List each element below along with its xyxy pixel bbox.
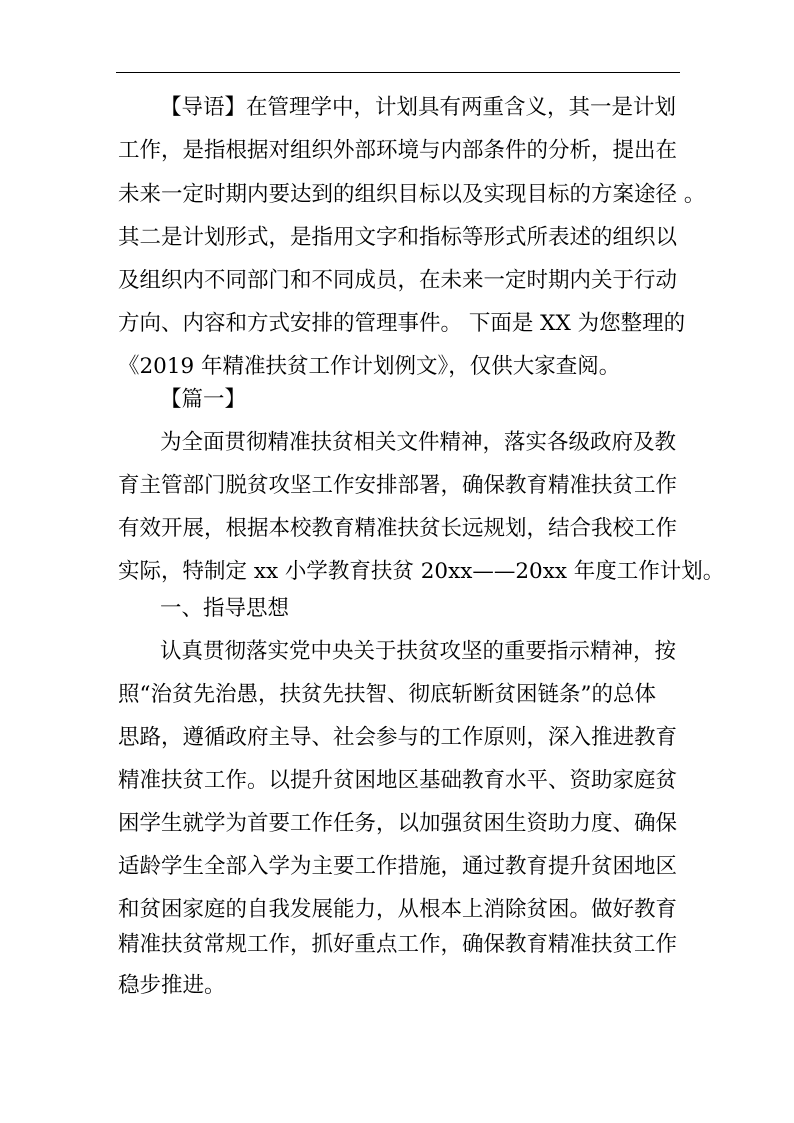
intro-line: 方向、内容和方式安排的管理事件。 下面是 XX 为您整理的: [118, 311, 686, 336]
intro-line: 工作，是指根据对组织外部环境与内部条件的分析，提出在: [118, 138, 678, 163]
paragraph-line: 精准扶贫工作。以提升贫困地区基础教育水平、资助家庭贫: [118, 768, 678, 793]
paragraph-line: 育主管部门脱贫攻坚工作安排部署，确保教育精准扶贫工作: [118, 473, 678, 498]
paragraph-line: 有效开展，根据本校教育精准扶贫长远规划，结合我校工作: [118, 516, 678, 541]
paragraph-line: 稳步推进。: [118, 973, 226, 998]
paragraph-line: 思路，遵循政府主导、社会参与的工作原则，深入推进教育: [118, 725, 678, 750]
header-rule: [116, 72, 680, 73]
intro-line: 【导语】在管理学中，计划具有两重含义，其一是计划: [160, 95, 677, 120]
intro-line: 《2019 年精准扶贫工作计划例文》，仅供大家查阅。: [118, 354, 621, 379]
paragraph-line: 困学生就学为首要工作任务，以加强贫困生资助力度、确保: [118, 811, 678, 836]
paragraph-line: 为全面贯彻精准扶贫相关文件精神，落实各级政府及教: [160, 430, 677, 455]
paragraph-line: 适龄学生全部入学为主要工作措施，通过教育提升贫困地区: [118, 854, 678, 879]
intro-line: 未来一定时期内要达到的组织目标以及实现目标的方案途径 。: [118, 182, 706, 207]
paragraph-line: 认真贯彻落实党中央关于扶贫攻坚的重要指示精神，按: [160, 639, 677, 664]
paragraph-line: 照“治贫先治愚，扶贫先扶智、彻底斩断贫困链条”的总体: [118, 682, 656, 707]
intro-line: 及组织内不同部门和不同成员，在未来一定时期内关于行动: [118, 268, 678, 293]
intro-line: 其二是计划形式，是指用文字和指标等形式所表述的组织以: [118, 225, 678, 250]
paragraph-line: 和贫困家庭的自我发展能力，从根本上消除贫困。做好教育: [118, 897, 678, 922]
paragraph-line: 精准扶贫常规工作，抓好重点工作，确保教育精准扶贫工作: [118, 932, 678, 957]
section-heading: 【篇一】: [160, 387, 247, 412]
subheading: 一、指导思想: [160, 596, 290, 621]
paragraph-line: 实际，特制定 xx 小学教育扶贫 20xx——20xx 年度工作计划。: [118, 559, 725, 584]
